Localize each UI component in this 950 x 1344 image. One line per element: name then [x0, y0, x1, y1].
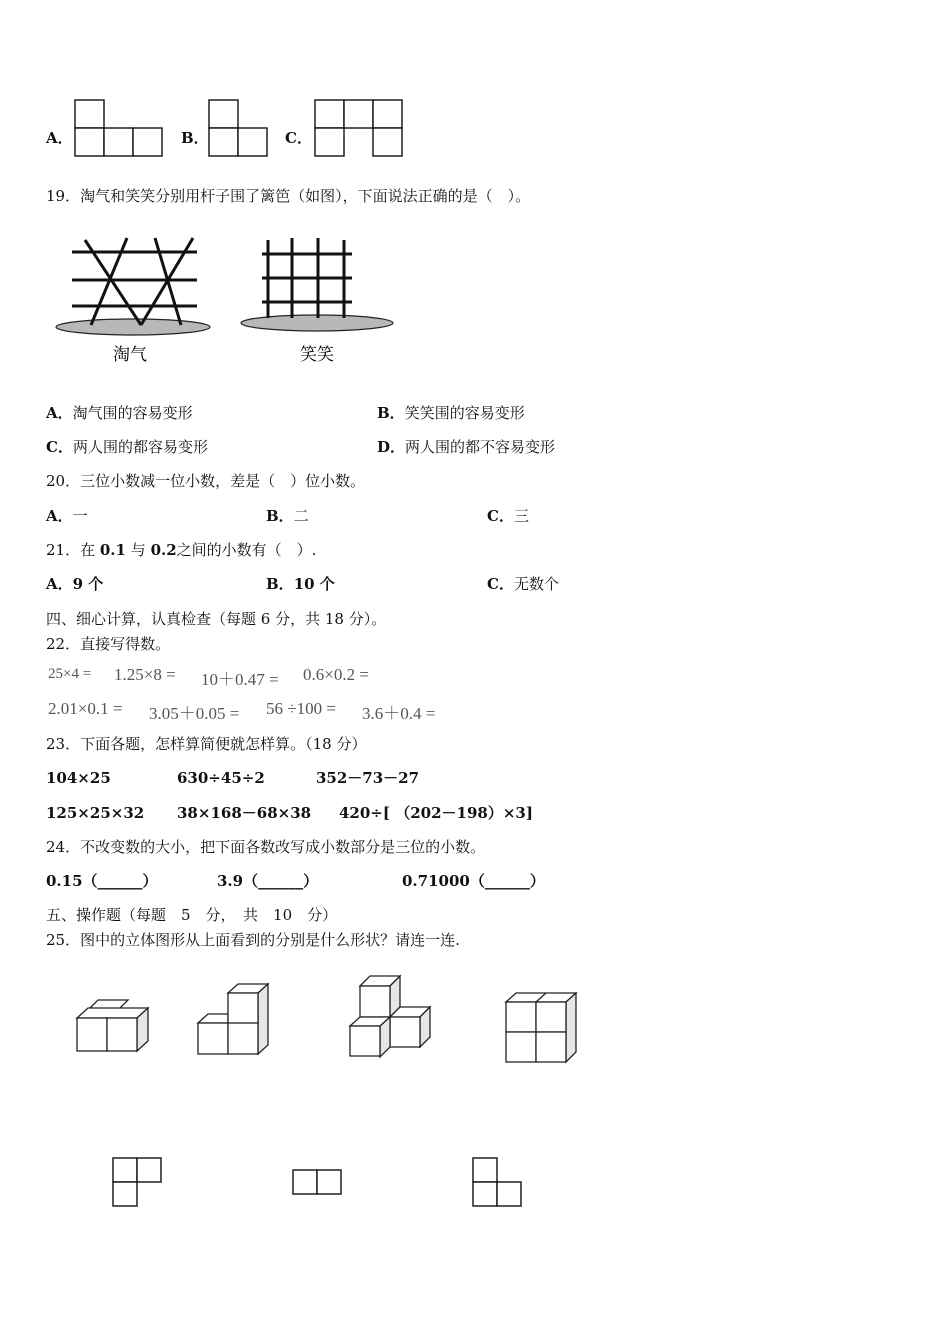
q22-expr-6: 3.05＋0.05 = [149, 704, 240, 723]
q19-question: 19．淘气和笑笑分别用杆子围了篱笆（如图），下面说法正确的是（ ）。 [46, 187, 531, 205]
q22-expr-1: 25×4 = [48, 666, 92, 682]
q23-expr-2: 630÷45÷2 [177, 769, 265, 787]
q22-expr-3: 10＋0.47 = [201, 670, 279, 689]
q24-item-1: 0.15（______） [46, 872, 158, 890]
q20-option-a-text: 一 [72, 507, 88, 525]
q19-option-d [377, 437, 555, 457]
q18-option-a-letter: A． [46, 129, 73, 147]
q21-question-post: 之间的小数有（ ）. [176, 541, 317, 559]
q20-option-c [487, 506, 529, 526]
q21-number-1: 0.1 [99, 541, 126, 559]
q23-expr-4: 125×25×32 [46, 804, 145, 822]
q21-number-2: 0.2 [150, 541, 177, 559]
q22-question: 22．直接写得数。 [46, 635, 171, 653]
section-5-heading: 五、操作题（每题 5 分， 共 10 分） [46, 906, 338, 924]
q20-option-c-letter: C． [487, 507, 514, 525]
q19-option-b-letter: B． [377, 404, 405, 422]
q19-option-b [377, 403, 525, 423]
q23-question: 23．下面各题，怎样算简便就怎样算。（18 分） [46, 735, 367, 753]
q21-option-a [46, 574, 103, 594]
q25-view-1 [112, 1157, 164, 1209]
q25-solid-1 [76, 998, 156, 1058]
q23-expr-5: 38×168－68×38 [177, 804, 312, 822]
q21-question-mid: 与 [130, 541, 146, 559]
q20-option-b-letter: B． [266, 507, 294, 525]
q21-option-c [487, 574, 559, 594]
q19-option-d-letter: D． [377, 438, 406, 456]
q19-option-b-text: 笑笑围的容易变形 [404, 404, 525, 422]
q20-option-a-letter: A． [46, 507, 73, 525]
q19-figure-xiaoxiao-fence [240, 230, 400, 370]
q25-view-2 [292, 1169, 344, 1197]
q21-option-b [266, 574, 335, 594]
q22-expr-5: 2.01×0.1 = [48, 699, 123, 718]
q21-option-b-letter: B． [266, 575, 294, 593]
q19-option-a [46, 403, 193, 423]
q18-option-c-shape [314, 99, 406, 159]
q25-solid-4 [505, 992, 585, 1067]
q19-option-c-text: 两人围的都容易变形 [72, 438, 208, 456]
q23-expr-1: 104×25 [46, 769, 111, 787]
q19-option-a-letter: A． [46, 404, 73, 422]
q18-option-c-letter: C． [285, 129, 312, 147]
q22-expr-7: 56 ÷100 = [266, 699, 336, 718]
q21-option-c-text: 无数个 [513, 575, 559, 593]
q22-expr-4: 0.6×0.2 = [303, 665, 369, 684]
q20-question: 20．三位小数减一位小数，差是（ ）位小数。 [46, 472, 366, 490]
q24-item-2: 3.9（______） [217, 872, 319, 890]
q19-figure-taoqi-fence [55, 230, 215, 370]
q19-option-c [46, 437, 208, 457]
q20-option-b-text: 二 [293, 507, 309, 525]
q25-solid-2 [197, 983, 277, 1058]
q24-question: 24．不改变数的大小，把下面各数改写成小数部分是三位的小数。 [46, 838, 486, 856]
q20-option-a [46, 506, 88, 526]
q25-solid-3 [349, 975, 439, 1060]
q25-question: 25．图中的立体图形从上面看到的分别是什么形状？请连一连. [46, 931, 460, 949]
q22-expr-2: 1.25×8 = [114, 665, 176, 684]
q18-option-a-shape [74, 99, 166, 159]
q21-option-a-letter: A． [46, 575, 73, 593]
q21-option-b-text: 10 个 [293, 575, 335, 593]
q20-option-c-text: 三 [513, 507, 529, 525]
q24-item-3: 0.71000（______） [402, 872, 545, 890]
q23-expr-6: 420÷[ （202－198）×3] [339, 804, 533, 822]
q19-option-d-text: 两人围的都不容易变形 [405, 438, 556, 456]
q21-option-a-text: 9 个 [72, 575, 104, 593]
q21-question [46, 540, 316, 560]
q23-expr-3: 352－73－27 [316, 769, 420, 787]
section-4-heading: 四、细心计算，认真检查（每题 6 分，共 18 分）。 [46, 610, 387, 628]
q20-option-b [266, 506, 309, 526]
q19-figure-label-xiaoxiao: 笑笑 [300, 345, 334, 365]
q22-expr-8: 3.6＋0.4 = [362, 704, 436, 723]
q19-option-a-text: 淘气围的容易变形 [72, 404, 193, 422]
q19-figure-label-taoqi: 淘气 [113, 345, 147, 365]
q19-option-c-letter: C． [46, 438, 73, 456]
q18-option-b-shape [208, 99, 272, 159]
q25-view-3 [472, 1157, 524, 1209]
q18-option-b-letter: B． [181, 129, 209, 147]
q21-question-pre: 21．在 [46, 541, 96, 559]
q21-option-c-letter: C． [487, 575, 514, 593]
